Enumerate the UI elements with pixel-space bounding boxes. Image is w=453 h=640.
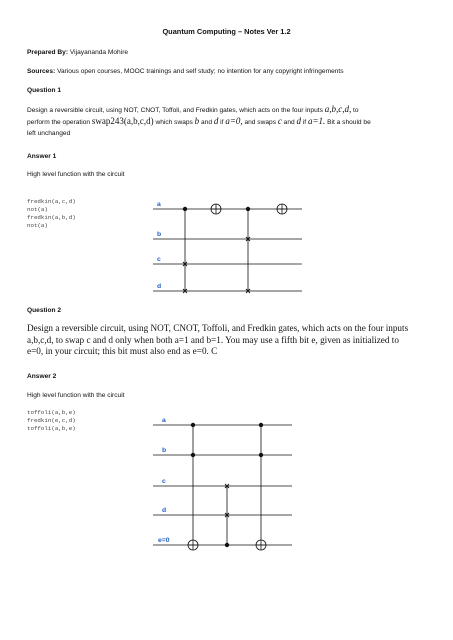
toffoli-1-control-b: [191, 453, 195, 457]
wire-label-c: c: [157, 256, 161, 263]
q1-cond-a1: a=1.: [307, 116, 326, 126]
answer-2-code: [27, 409, 76, 433]
wire-label-b: b: [157, 231, 162, 238]
q1-text-fragment: and: [281, 119, 297, 126]
wire2-label-d: d: [162, 507, 167, 514]
q1-operation: swap243(a,b,c,d): [91, 116, 154, 126]
sources-label: Sources:: [27, 68, 56, 75]
q1-text-fragment: Bit a should be: [325, 119, 371, 126]
q1-var-b: b: [194, 116, 200, 126]
q1-text-fragment: if: [218, 119, 226, 126]
q1-text-fragment: which swaps: [153, 119, 195, 126]
page-title: Quantum Computing – Notes Ver 1.2: [162, 27, 291, 36]
toffoli-1-control-a: [191, 423, 195, 427]
wire-label-a: a: [157, 201, 161, 208]
q1-line1-tail: to: [351, 107, 359, 114]
wire2-label-e: e=0: [158, 537, 170, 544]
toffoli-2-control-b: [259, 453, 263, 457]
fredkin-3-control: [225, 543, 229, 547]
code-line: not(a): [27, 222, 48, 229]
wire2-label-c: c: [162, 478, 166, 485]
q2-line3: e=0, in your circuit; this bit must also end as e=0. C: [27, 346, 218, 356]
fredkin-1-control: [183, 207, 187, 211]
prepared-label: Prepared By:: [27, 49, 69, 56]
q1-line3: left unchanged: [27, 130, 71, 137]
q2-line2: a,b,c,d, to swap c and d only when both a=1 and b=1. You may use a fifth bit e, given as initialized to: [27, 334, 399, 345]
answer-1-heading: Answer 1: [27, 153, 57, 160]
question-1-heading: Question 1: [27, 87, 62, 94]
wire-label-d: d: [157, 283, 162, 290]
code-line: fredkin(a,c,d): [27, 198, 76, 205]
q1-vars: a,b,c,d,: [324, 104, 352, 114]
code-line: not(a): [27, 206, 48, 213]
q1-text-fragment: if: [301, 119, 308, 126]
answer-2-heading: Answer 2: [27, 373, 57, 380]
question-2-heading: Question 2: [27, 307, 62, 314]
q1-var-d: d: [296, 116, 301, 126]
code-line: fredkin(a,b,d): [27, 214, 76, 221]
q1-text-fragment: and swaps: [242, 119, 278, 126]
q1-var-c: c: [277, 116, 282, 126]
answer-2-subtitle: High level function with the circuit: [27, 392, 125, 399]
code-line: toffoli(a,b,e): [27, 425, 76, 432]
code-line: toffoli(a,b,e): [27, 409, 76, 416]
question-2-text: [27, 323, 432, 358]
q1-cond-a0: a=0,: [225, 116, 243, 126]
sources-value: Various open courses, MOOC trainings and self study; no intention for any copyright infringements: [57, 68, 344, 75]
code-line: fredkin(e,c,d): [27, 417, 76, 424]
q1-var-d: d: [213, 116, 219, 126]
wire2-label-b: b: [162, 447, 167, 454]
q1-line1: Design a reversible circuit, using NOT, CNOT, Toffoli, and Fredkin gates, which acts on the four inputs: [27, 107, 325, 114]
q2-line1: Design a reversible circuit, using NOT, CNOT, Toffoli, and Fredkin gates, which acts on the four inputs: [27, 323, 409, 333]
q1-text-fragment: and: [199, 119, 214, 126]
answer-1-subtitle: High level function with the circuit: [27, 171, 125, 178]
fredkin-2-control: [246, 207, 250, 211]
toffoli-2-control-a: [259, 423, 263, 427]
prepared-value: Vijayananda Mohire: [69, 49, 129, 56]
q1-line2: perform the operation: [27, 119, 92, 126]
wire2-label-a: a: [162, 417, 166, 424]
